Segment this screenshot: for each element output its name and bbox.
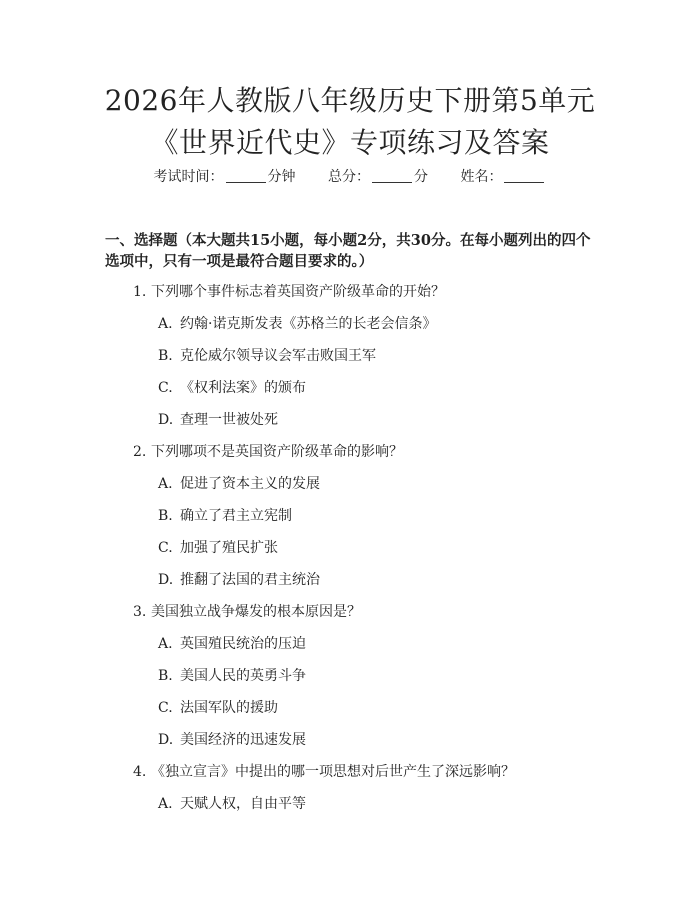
option-3a	[158, 634, 306, 654]
question-text: 美国独立战争爆发的根本原因是？	[151, 604, 361, 620]
option-3c	[158, 698, 278, 718]
total-score-label: 总分：	[328, 169, 370, 185]
question-text: 下列哪个事件标志着英国资产阶级革命的开始？	[151, 284, 445, 300]
exam-time-label: 考试时间：	[153, 169, 224, 185]
option-1d	[158, 410, 278, 430]
question-1	[133, 282, 445, 302]
section-heading: 一、选择题（本大题共15小题，每小题2分，共30分。在每小题列出的四个选项中，只有一项是最符合题目要求的。）	[105, 232, 591, 270]
student-name-label: 姓名：	[460, 169, 503, 185]
option-2c	[158, 538, 278, 558]
option-text: 促进了资本主义的发展	[180, 476, 320, 492]
option-text: 《权利法案》的颁布	[180, 380, 306, 396]
question-number: 1.	[133, 284, 147, 300]
question-text: 《独立宣言》中提出的哪一项思想对后世产生了深远影响？	[151, 764, 515, 780]
question-number: 2.	[133, 444, 147, 460]
option-text: 约翰·诺克斯发表《苏格兰的长老会信条》	[180, 316, 437, 332]
option-letter: A.	[158, 316, 173, 332]
option-text: 美国经济的迅速发展	[180, 732, 306, 748]
option-letter: D.	[158, 732, 174, 748]
student-name-blank	[504, 168, 544, 183]
option-letter: A.	[158, 476, 173, 492]
exam-info-line	[0, 165, 700, 189]
option-text: 英国殖民统治的压迫	[180, 636, 306, 652]
option-text: 天赋人权，自由平等	[180, 796, 306, 812]
total-score-blank	[372, 168, 412, 183]
option-letter: A.	[158, 796, 173, 812]
option-letter: D.	[158, 572, 174, 588]
option-letter: B.	[158, 348, 173, 364]
option-1a	[158, 314, 436, 334]
option-text: 推翻了法国的君主统治	[180, 572, 320, 588]
exam-time-field	[154, 169, 296, 185]
exam-time-unit: 分钟	[267, 169, 296, 185]
option-letter: C.	[158, 540, 173, 556]
total-score-unit: 分	[414, 169, 428, 185]
option-letter: A.	[158, 636, 173, 652]
document-title: 2026年人教版八年级历史下册第5单元《世界近代史》专项练习及答案	[104, 84, 596, 159]
option-letter: C.	[158, 700, 173, 716]
option-2a	[158, 474, 320, 494]
option-text: 克伦威尔领导议会军击败国王军	[180, 348, 376, 364]
option-3d	[158, 730, 306, 750]
question-2	[133, 442, 403, 462]
student-name-field	[460, 169, 546, 185]
option-4a	[158, 794, 306, 814]
total-score-field	[328, 169, 428, 185]
question-4	[133, 762, 515, 782]
option-text: 美国人民的英勇斗争	[180, 668, 306, 684]
option-1c	[158, 378, 306, 398]
option-2b	[158, 506, 292, 526]
option-letter: C.	[158, 380, 173, 396]
option-1b	[158, 346, 376, 366]
option-3b	[158, 666, 306, 686]
question-text: 下列哪项不是英国资产阶级革命的影响？	[151, 444, 403, 460]
option-text: 确立了君主立宪制	[180, 508, 292, 524]
option-letter: D.	[158, 412, 174, 428]
option-text: 查理一世被处死	[180, 412, 278, 428]
option-text: 法国军队的援助	[180, 700, 278, 716]
question-number: 3.	[133, 604, 147, 620]
exam-time-blank	[226, 168, 266, 183]
option-2d	[158, 570, 320, 590]
option-letter: B.	[158, 668, 173, 684]
question-3	[133, 602, 361, 622]
option-letter: B.	[158, 508, 173, 524]
question-number: 4.	[133, 764, 147, 780]
option-text: 加强了殖民扩张	[180, 540, 278, 556]
